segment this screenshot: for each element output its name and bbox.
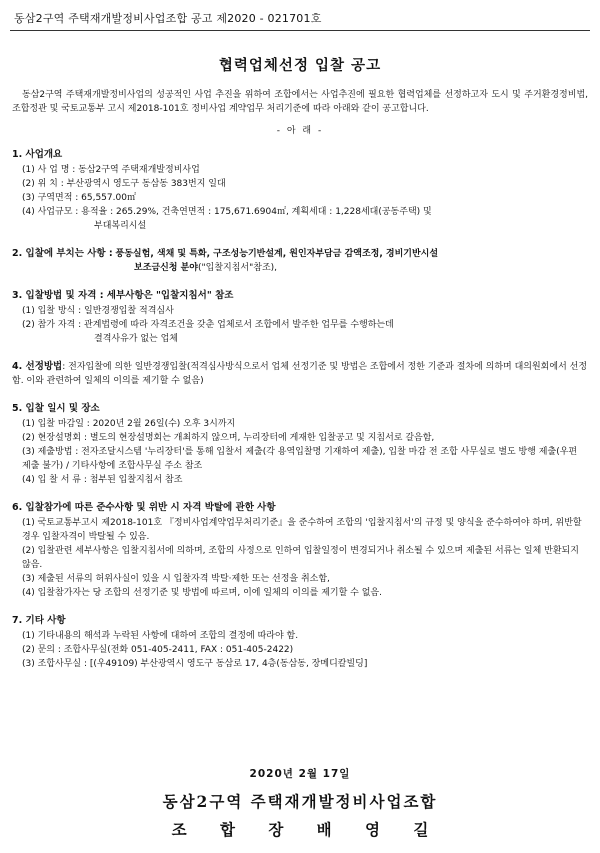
page-title: 협력업체선정 입찰 공고	[218, 58, 382, 74]
notice-body	[12, 88, 588, 671]
section-selection-method	[12, 360, 588, 388]
section-line	[12, 247, 588, 261]
section-title: 2. 입찰에 부치는 사항 :	[12, 248, 113, 259]
section-title: 6. 입찰참가에 따른 준수사항 및 위반 시 자격 박탈에 관한 사항	[12, 502, 276, 513]
section-title: 3. 입찰방법 및 자격 : 세부사항은 "입찰지침서" 참조	[12, 290, 234, 301]
list-item-cont-text: 부대복리시설	[94, 221, 147, 231]
organization-name: 동삼2구역 주택재개발정비사업조합	[162, 792, 438, 811]
section-title: 1. 사업개요	[12, 149, 63, 160]
list-item: (4) 입 찰 서 류 : 첨부된 입찰지침서 참조	[22, 475, 183, 485]
list-item: (2) 문의 : 조합사무실(전화 051-405-2411, FAX : 051-405-2422)	[22, 645, 294, 655]
notice-date: 2020년 2월 17일	[249, 768, 351, 780]
section-title: 7. 기타 사항	[12, 615, 66, 626]
section-bid-schedule	[12, 402, 588, 487]
selection-method-text: : 전자입찰에 의한 일반경쟁입찰(적격심사방식으로서 업체 선정기준 및 방법은 조합에서 정한 기준과 절차에 의하며 대의원회에서 선정함. 이와 관련하여 일체의 이의를 제기할 수 없음)	[12, 362, 588, 386]
list-item: (1) 국토교통부고시 제2018-101호 『정비사업계약업무처리기준』을 준수하여 조합의 '입찰지침서'의 규정 및 양식을 준수하여야 하며, 위반할 경우 입찰자격이 박탈될 수 있음.	[22, 518, 582, 542]
list-item: (2) 위 치 : 부산광역시 영도구 동삼동 383번지 일대	[22, 179, 226, 189]
section-other	[12, 614, 588, 671]
section-line	[12, 261, 588, 275]
header-divider	[10, 30, 590, 31]
intro-paragraph: 동삼2구역 주택재개발정비사업의 성공적인 사업 추진을 위하여 조합에서는 사업추진에 필요한 협력업체를 선정하고자 도시 및 주거환경정비법, 조합정관 및 국토교통부 고시 제2018-101호 정비사업 계약업무 처리기준에 따라 아래와 같이 공고합니다.	[12, 90, 588, 114]
list-item: (3) 조합사무실 : [(우49109) 부산광역시 영도구 동삼로 17, 4층(동삼동, 장메디칼빌딩]	[22, 659, 368, 669]
section-bid-items	[12, 247, 588, 275]
list-item: (1) 기타내용의 해석과 누락된 사항에 대하여 조합의 결정에 따라야 함.	[22, 631, 299, 641]
section-compliance	[12, 501, 588, 600]
section-bid-method	[12, 289, 588, 346]
bid-items-text2: 보조금신청 분야	[134, 263, 198, 273]
union-head-name: 조 합 장 배 영 길	[171, 820, 429, 839]
center-mark: - 아 래 -	[276, 126, 324, 136]
list-item: (1) 사 업 명 : 동삼2구역 주택재개발정비사업	[22, 165, 200, 175]
list-item: (4) 사업규모 : 용적율 : 265.29%, 건축연면적 : 175,671.6904㎡, 계획세대 : 1,228세대(공동주택) 및	[22, 207, 432, 217]
doc-number: 동삼2구역 주택재개발정비사업조합 공고 제2020 - 021701호	[14, 12, 322, 25]
list-item-cont-text: 결격사유가 없는 업체	[94, 334, 178, 344]
list-item-continuation	[12, 332, 588, 346]
list-item: (1) 입찰 마감일 : 2020년 2월 26일(수) 오후 3시까지	[22, 419, 236, 429]
list-item: (4) 입찰참가자는 당 조합의 선정기준 및 방법에 따르며, 이에 일체의 이의를 제기할 수 없음.	[22, 588, 382, 598]
list-item: (3) 제출된 서류의 허위사실이 있을 시 입찰자격 박탈·제한 또는 선정을 취소함,	[22, 574, 330, 584]
section-title: 4. 선정방법	[12, 361, 63, 372]
list-item: (2) 현장설명회 : 별도의 현장설명회는 개최하지 않으며, 누리장터에 게재한 입찰공고 및 지침서로 갈음함,	[22, 433, 435, 443]
list-item: (3) 제출방법 : 전자조달시스템 '누리장터'를 통해 입찰서 제출(각 용역입찰명 기재하여 제출), 입찰 마감 전 조합 사무실로 별도 방행 제출(우편 제출 불가) / 기타사항에 조합사무실 주소 참조	[22, 447, 578, 471]
bid-items-tail: ("입찰지침서"참조),	[198, 263, 278, 273]
list-item: (3) 구역면적 : 65,557.00㎡	[22, 193, 136, 203]
section-project-overview	[12, 148, 588, 233]
bid-items-text: 풍동실험, 색채 및 특화, 구조성능기반설계, 원인자부담금 감액조정, 경비기반시설	[115, 249, 439, 259]
list-item-continuation	[12, 219, 588, 233]
list-item: (2) 참가 자격 : 관계법령에 따라 자격조건을 갖춘 업체로서 조합에서 발주한 업무를 수행하는데	[22, 320, 394, 330]
list-item: (2) 입찰관련 세부사항은 입찰지침서에 의하며, 조합의 사정으로 인하여 입찰일정이 변경되거나 취소될 수 있으며 제출된 서류는 일체 반환되지 않음.	[22, 546, 579, 570]
section-title: 5. 입찰 일시 및 장소	[12, 403, 100, 414]
list-item: (1) 입찰 방식 : 일반경쟁입찰 적격심사	[22, 306, 174, 316]
section-line	[12, 360, 588, 388]
